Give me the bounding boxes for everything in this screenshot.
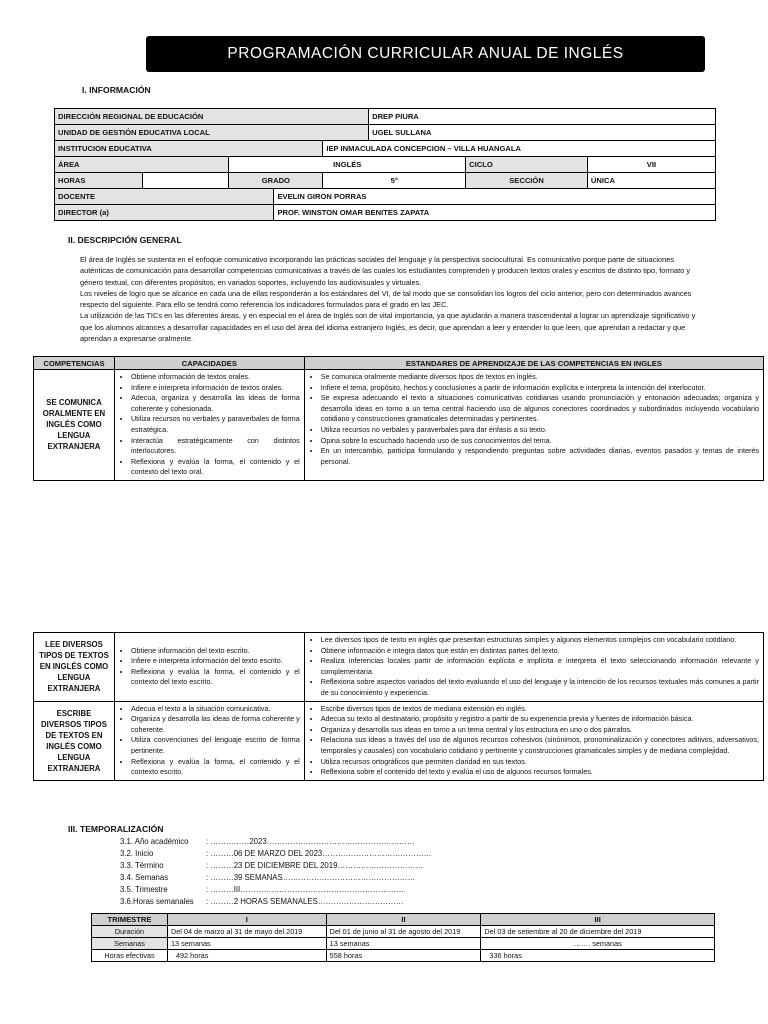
info-table [54, 108, 716, 221]
competencias-table-2 [33, 632, 764, 781]
capacidad-item: • Organiza y desarrolla las ideas de forma coherente y coherente. [131, 714, 300, 735]
temporalizacion-row [120, 836, 431, 848]
estandar-item: • Se comunica oralmente mediante diversos tipos de textos en inglés. [321, 372, 759, 383]
dre-label: DIRECCIÓN REGIONAL DE EDUCACIÓN [55, 109, 369, 125]
temp-key: 3.2. Inicio [120, 848, 154, 858]
capacidad-item: • Obtiene información del texto escrito. [131, 646, 300, 657]
table-cell: Del 04 de marzo al 31 de mayo del 2019 [167, 926, 326, 938]
table-cell: 336 horas [481, 950, 715, 962]
description-paragraph: Los niveles de logro que se alcance en cada una de ellas responderán a los estándares del VI, de tal modo que se consolidan los logros del ciclo anterior, pero con determinados avances respecto del siguiente. Para ello se tendrá como referencia los indicadores formulados para el grado en las JEC. [80, 288, 692, 310]
capacidad-item: • Reflexiona y evalúa la forma, el contenido y el contexto del texto oral. [131, 457, 300, 478]
director-value: PROF. WINSTON OMAR BENITES ZAPATA [274, 205, 716, 221]
header-estandares: ESTANDARES DE APRENDIZAJE DE LAS COMPETENCIAS EN INGLES [304, 357, 763, 370]
section-descripcion-heading: II. DESCRIPCIÓN GENERAL [68, 235, 182, 245]
horas-label: HORAS [55, 173, 143, 189]
trimestre-table [91, 913, 715, 962]
capacidades-cell [114, 633, 304, 702]
trimestre-header: TRIMESTRE [92, 914, 168, 926]
dre-value: DREP PIURA [369, 109, 716, 125]
estandar-item: • Se expresa adecuando el texto a situaciones comunicativas cotidianas usando pronunciación y entonación adecuadas; organiza y desarrolla ideas en torno a un tema central haciendo uso de algunos conectores coordinados y subordinados incluyendo vocabulario cotidiano y construcciones gramaticales determinadas y pertinentes. [321, 393, 759, 425]
table-cell: 13 semanas [167, 938, 326, 950]
temp-value: : ………23 DE DICIEMBRE DEL 2019…………………………… [206, 860, 424, 870]
row-label: Duración [92, 926, 168, 938]
estandar-item: • Reflexiona sobre aspectos variados del texto evaluando el uso del lenguaje y la intención de los recursos textuales más comunes a partir de su conocimiento y experiencia. [321, 677, 759, 698]
capacidad-item: • Adecua, organiza y desarrolla las ideas de forma coherente y cohesionada. [131, 393, 300, 414]
temporalizacion-row [120, 860, 431, 872]
estandares-cell [304, 701, 763, 780]
ie-value: IEP INMACULADA CONCEPCION – VILLA HUANGALA [323, 141, 716, 157]
temporalizacion-row [120, 896, 431, 908]
temp-key: 3.1. Año académico [120, 837, 189, 846]
horas-value [143, 173, 229, 189]
temp-key: 3.5. Trimestre [120, 884, 168, 894]
estandar-item: • Escribe diversos tipos de textos de mediana extensión en inglés. [321, 704, 759, 715]
estandar-item: • En un intercambio, participa formulando y respondiendo preguntas sobre actividades diarias, eventos pasados y temas de interés personal. [321, 446, 759, 467]
ciclo-label: CICLO [466, 157, 588, 173]
grado-label: GRADO [229, 173, 323, 189]
estandar-item: • Infiere el tema, propósito, hechos y conclusiones a partir de información explícita e interpreta la intención del interlocutor. [321, 383, 759, 394]
temporalizacion-row [120, 872, 431, 884]
temp-key: 3.6.Horas semanales [120, 896, 194, 906]
seccion-label: SECCIÓN [466, 173, 588, 189]
estandar-item: • Adecua su texto al destinatario, propósito y registro a partir de su experiencia previa y fuentes de información básica. [321, 714, 759, 725]
temporalizacion-row [120, 884, 431, 896]
ie-label: INSTITUCION EDUCATIVA [55, 141, 323, 157]
header-capacidades: CAPACIDADES [114, 357, 304, 370]
competencias-table-1 [33, 356, 764, 481]
temp-value: : ……………2023………………………………………………… [206, 837, 415, 846]
ugel-label: UNIDAD DE GESTIÓN EDUCATIVA LOCAL [55, 125, 369, 141]
section-temporalizacion-heading: III. TEMPORALIZACIÓN [68, 824, 164, 834]
temporalizacion-list [120, 836, 431, 907]
description-paragraph: El área de Inglés se sustenta en el enfoque comunicativo incorporando las prácticas sociales del lenguaje y la perspectiva sociocultural. Es comunicativo porque parte de situaciones auténticas de comunicación para desarrollar competencias comunicativas a través de las cuales los estudiantes comprenden y producen textos orales y escritos de distinto tipo, formato y género textual, con diferentes propósitos, en variados soportes, incluyendo los audiovisuales y virtuales. [80, 255, 691, 287]
estandar-item: • Organiza y desarrolla sus ideas en torno a un tema central y los estructura en uno o dos párrafos. [321, 725, 759, 736]
description-paragraph: La utilización de las TICs en las diferentes áreas, y en especial en el área de Inglés son de vital importancia, ya que ayudarán a manera trascendental a lograr un aprendizaje significativo y que los alumnos alcances a desarrollar capacidades en el uso del área del idioma extranjero Inglés, es decir, que aprendan a leer y entender lo que leen, que aprendan a redactar y que aprendan a expresarse oralmente. [80, 311, 696, 344]
temp-key: 3.4. Semanas [120, 872, 169, 882]
document-title: PROGRAMACIÓN CURRICULAR ANUAL DE INGLÉS [146, 36, 705, 72]
estandar-item: • Utiliza recursos ortográficos que permiten claridad en sus textos. [321, 757, 759, 768]
capacidades-cell [114, 370, 304, 481]
trimestre-header-iii: III [481, 914, 715, 926]
capacidad-item: • Reflexiona y evalúa la forma, el contenido y el contexto del texto escrito. [131, 667, 300, 688]
table-cell: 13 semanas [326, 938, 481, 950]
trimestre-header-i: I [167, 914, 326, 926]
competencia-name: LEE DIVERSOS TIPOS DE TEXTOS EN INGLÉS COMO LENGUA EXTRANJERA [34, 633, 115, 702]
area-value: INGLÉS [229, 157, 466, 173]
estandar-item: • Reflexiona sobre el contenido del texto y evalúa el uso de algunos recursos formales. [321, 767, 759, 778]
capacidades-cell [114, 701, 304, 780]
capacidad-item: • Interactúa estratégicamente con distintos interlocutores. [131, 436, 300, 457]
director-label: DIRECTOR (a) [55, 205, 274, 221]
competencia-name: ESCRIBE DIVERSOS TIPOS DE TEXTOS EN INGLÉS COMO LENGUA EXTRANJERA [34, 701, 115, 780]
general-description [80, 254, 700, 344]
capacidad-item: • Obtiene información de textos orales. [131, 372, 300, 383]
competencia-name: SE COMUNICA ORALMENTE EN INGLÉS COMO LENGUA EXTRANJERA [34, 370, 115, 481]
estandar-item: • Opina sobre lo escuchado haciendo uso de sus conocimientos del tema. [321, 436, 759, 447]
section-informacion-heading: I. INFORMACIÓN [82, 85, 151, 95]
temp-value: : ………III……………………………………………………… [206, 884, 404, 894]
estandar-item: • Realiza inferencias locales partir de información explícita e implícita e interpreta el texto seleccionando información relevante y complementaria. [321, 656, 759, 677]
ugel-value: UGEL SULLANA [369, 125, 716, 141]
capacidad-item: • Utiliza recursos no verbales y paraverbales de forma estratégica. [131, 414, 300, 435]
estandares-cell [304, 370, 763, 481]
estandar-item: • Relaciona sus ideas a través del uso de algunos recursos cohesivos (sinónimos, pronominalización y conectores aditivos, adversativos, temporales y causales) con vocabulario cotidiano y pertinente y construcciones gramaticales simples y de mediana complejidad. [321, 735, 759, 756]
table-cell: 558 horas [326, 950, 481, 962]
capacidad-item: • Infiere e interpreta información de textos orales. [131, 383, 300, 394]
docente-label: DOCENTE [55, 189, 274, 205]
area-label: ÁREA [55, 157, 229, 173]
docente-value: EVELIN GIRON PORRAS [274, 189, 716, 205]
grado-value: 5° [323, 173, 466, 189]
table-cell: Del 01 de junio al 31 de agosto del 2019 [326, 926, 481, 938]
capacidad-item: • Utiliza convenciones del lenguaje escrito de forma pertinente. [131, 735, 300, 756]
table-cell: ……. semanas [481, 938, 715, 950]
temp-value: : ………39 SEMANAS…………………………………………… [206, 872, 416, 882]
temp-value: : ………2 HORAS SEMANALES…………………………… [206, 896, 404, 906]
seccion-value: ÚNICA [587, 173, 715, 189]
temp-value: : ………06 DE MARZO DEL 2023…………………………………… [206, 848, 432, 858]
header-competencias: COMPETENCIAS [34, 357, 115, 370]
capacidad-item: • Reflexiona y evalúa la forma, el contenido y el contexto escrito. [131, 757, 300, 778]
estandares-cell [304, 633, 763, 702]
estandar-item: • Obtiene información e integra datos que están en distintas partes del texto. [321, 646, 759, 657]
estandar-item: • Utiliza recursos no verbales y paraverbales para dar énfasis a su texto. [321, 425, 759, 436]
capacidad-item: • Infiere e interpreta información del texto escrito. [131, 656, 300, 667]
row-label: Horas efectivas [92, 950, 168, 962]
estandar-item: • Lee diversos tipos de texto en inglés que presentan estructuras simples y algunos elementos complejos con vocabulario cotidiano. [321, 635, 759, 646]
trimestre-header-ii: II [326, 914, 481, 926]
row-label: Semanas [92, 938, 168, 950]
table-cell: 492 horas [167, 950, 326, 962]
temp-key: 3.3. Término [120, 860, 164, 870]
table-cell: Del 03 de setiembre al 20 de diciembre del 2019 [481, 926, 715, 938]
capacidad-item: • Adecua el texto a la situación comunicativa. [131, 704, 300, 715]
ciclo-value: VII [587, 157, 715, 173]
temporalizacion-row [120, 848, 431, 860]
